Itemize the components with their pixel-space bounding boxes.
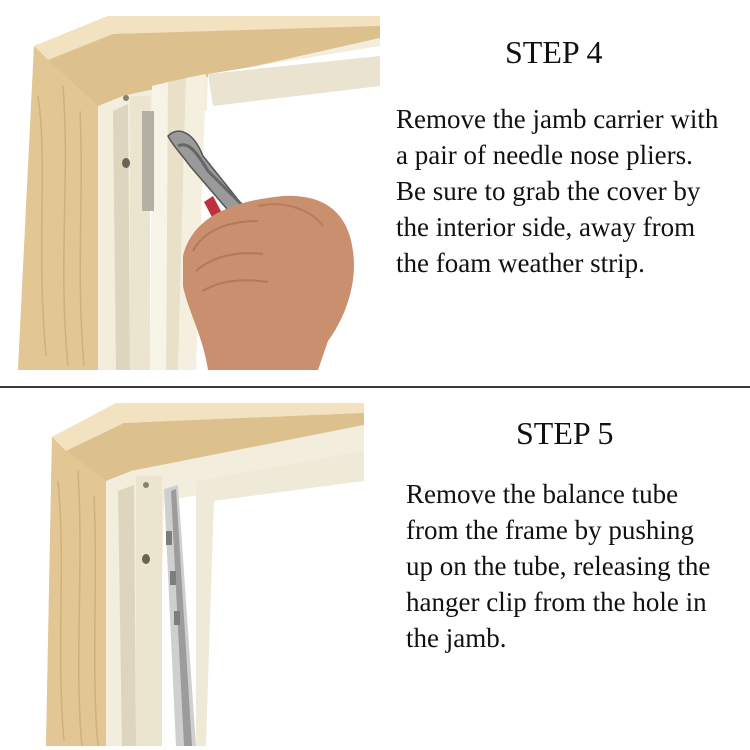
step-4-title: STEP 4 bbox=[505, 34, 603, 70]
step-4-line: a pair of needle nose pliers. bbox=[396, 140, 693, 170]
step-4-line: Be sure to grab the cover by bbox=[396, 176, 701, 206]
step-5-title: STEP 5 bbox=[516, 415, 614, 451]
step-4-line: the foam weather strip. bbox=[396, 248, 645, 278]
step-4-line: Remove the jamb carrier with bbox=[396, 104, 719, 134]
step-5-instructions bbox=[406, 476, 746, 656]
step-5-line: up on the tube, releasing the bbox=[406, 551, 711, 581]
step-5-panel bbox=[0, 389, 750, 750]
step-5-line: the jamb. bbox=[406, 623, 507, 653]
section-divider bbox=[0, 386, 750, 388]
step-5-line: hanger clip from the hole in bbox=[406, 587, 707, 617]
step-4-line: the interior side, away from bbox=[396, 212, 696, 242]
step-5-photo bbox=[46, 401, 364, 746]
step-4-photo bbox=[18, 16, 380, 370]
step-5-line: from the frame by pushing bbox=[406, 515, 694, 545]
step-5-line: Remove the balance tube bbox=[406, 479, 679, 509]
step-4-instructions bbox=[396, 101, 748, 281]
